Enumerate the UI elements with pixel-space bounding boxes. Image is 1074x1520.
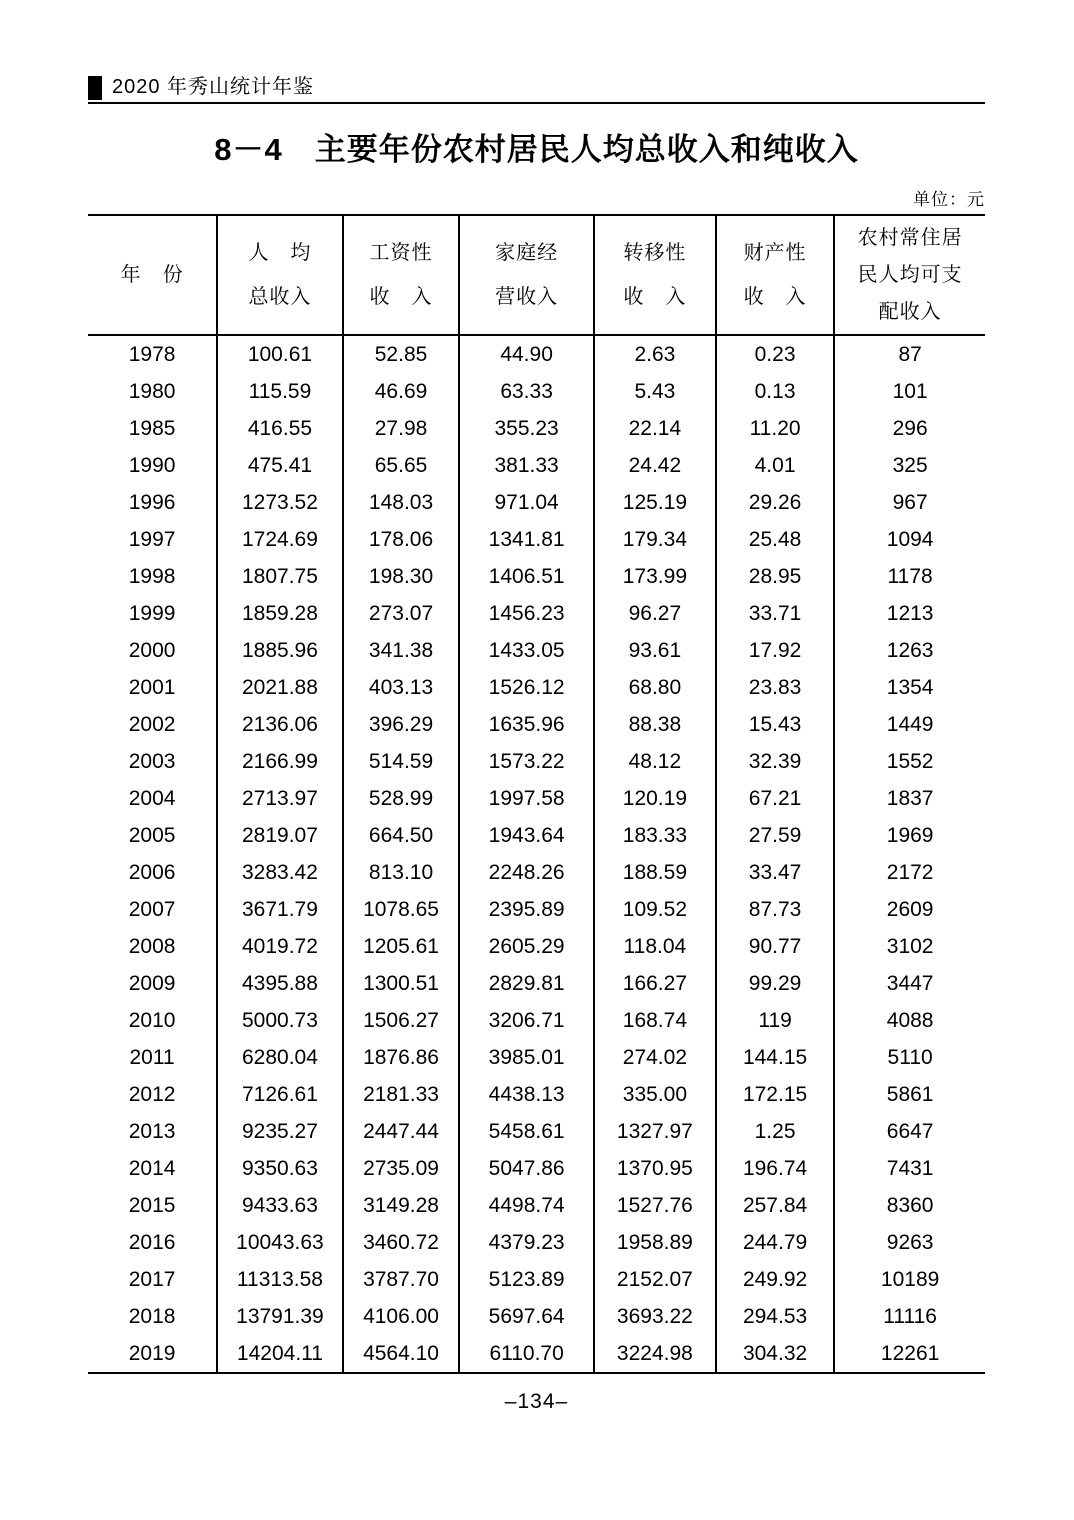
cell-property-income: 67.21 <box>716 780 834 817</box>
table-row <box>88 1039 985 1076</box>
cell-household-operation-income: 5047.86 <box>459 1150 594 1187</box>
cell-rural-disposable-income: 11116 <box>834 1298 985 1335</box>
cell-rural-disposable-income: 1449 <box>834 706 985 743</box>
cell-rural-disposable-income: 8360 <box>834 1187 985 1224</box>
column-header-per-capita-total-income: 人 均 总收入 <box>217 215 343 335</box>
cell-property-income: 87.73 <box>716 891 834 928</box>
cell-household-operation-income: 1573.22 <box>459 743 594 780</box>
cell-year: 2019 <box>128 1342 176 1365</box>
cell-household-operation-income: 4498.74 <box>459 1187 594 1224</box>
cell-wage-income: 4564.10 <box>343 1335 460 1373</box>
table-row <box>88 447 985 484</box>
cell-year: 2008 <box>128 935 176 958</box>
cell-transfer-income: 3224.98 <box>594 1335 716 1373</box>
cell-year: 2010 <box>128 1009 176 1032</box>
cell-per-capita-total-income: 1885.96 <box>217 632 343 669</box>
cell-wage-income: 198.30 <box>343 558 460 595</box>
cell-transfer-income: 68.80 <box>594 669 716 706</box>
cell-wage-income: 52.85 <box>343 335 460 373</box>
cell-wage-income: 514.59 <box>343 743 460 780</box>
cell-transfer-income: 2152.07 <box>594 1261 716 1298</box>
table-row <box>88 1150 985 1187</box>
cell-wage-income: 528.99 <box>343 780 460 817</box>
cell-rural-disposable-income: 1354 <box>834 669 985 706</box>
column-header-property-income: 财产性 收 入 <box>716 215 834 335</box>
cell-household-operation-income: 6110.70 <box>459 1335 594 1373</box>
cell-rural-disposable-income: 7431 <box>834 1150 985 1187</box>
cell-household-operation-income: 381.33 <box>459 447 594 484</box>
table-row <box>88 484 985 521</box>
cell-wage-income: 273.07 <box>343 595 460 632</box>
cell-year: 2004 <box>128 787 176 810</box>
cell-wage-income: 65.65 <box>343 447 460 484</box>
table-row <box>88 854 985 891</box>
cell-per-capita-total-income: 1859.28 <box>217 595 343 632</box>
table-head <box>88 215 985 335</box>
table-row <box>88 521 985 558</box>
cell-household-operation-income: 1635.96 <box>459 706 594 743</box>
cell-wage-income: 2735.09 <box>343 1150 460 1187</box>
table-row <box>88 373 985 410</box>
cell-household-operation-income: 2605.29 <box>459 928 594 965</box>
cell-rural-disposable-income: 1178 <box>834 558 985 595</box>
cell-property-income: 33.47 <box>716 854 834 891</box>
cell-per-capita-total-income: 3283.42 <box>217 854 343 891</box>
cell-per-capita-total-income: 1724.69 <box>217 521 343 558</box>
cell-wage-income: 148.03 <box>343 484 460 521</box>
cell-property-income: 90.77 <box>716 928 834 965</box>
cell-year: 2018 <box>128 1305 176 1328</box>
cell-property-income: 29.26 <box>716 484 834 521</box>
cell-household-operation-income: 1997.58 <box>459 780 594 817</box>
cell-year: 2002 <box>128 713 176 736</box>
table-row <box>88 965 985 1002</box>
cell-year: 1985 <box>128 417 176 440</box>
cell-year: 1996 <box>128 491 176 514</box>
cell-year: 2001 <box>128 676 176 699</box>
column-header-household-operation-income: 家庭经 营收入 <box>459 215 594 335</box>
cell-wage-income: 3149.28 <box>343 1187 460 1224</box>
cell-rural-disposable-income: 325 <box>834 447 985 484</box>
cell-property-income: 1.25 <box>716 1113 834 1150</box>
cell-rural-disposable-income: 5861 <box>834 1076 985 1113</box>
cell-rural-disposable-income: 87 <box>834 335 985 373</box>
cell-property-income: 17.92 <box>716 632 834 669</box>
cell-household-operation-income: 971.04 <box>459 484 594 521</box>
cell-property-income: 33.71 <box>716 595 834 632</box>
cell-property-income: 23.83 <box>716 669 834 706</box>
cell-household-operation-income: 1456.23 <box>459 595 594 632</box>
cell-year: 2014 <box>128 1157 176 1180</box>
cell-year: 2006 <box>128 861 176 884</box>
cell-household-operation-income: 2248.26 <box>459 854 594 891</box>
cell-household-operation-income: 355.23 <box>459 410 594 447</box>
cell-property-income: 27.59 <box>716 817 834 854</box>
cell-wage-income: 2447.44 <box>343 1113 460 1150</box>
cell-household-operation-income: 1943.64 <box>459 817 594 854</box>
column-header-rural-disposable-income: 农村常住居 民人均可支 配收入 <box>834 215 985 335</box>
cell-wage-income: 664.50 <box>343 817 460 854</box>
table-row <box>88 1076 985 1113</box>
cell-wage-income: 1205.61 <box>343 928 460 965</box>
cell-property-income: 0.23 <box>716 335 834 373</box>
cell-year: 1997 <box>128 528 176 551</box>
cell-rural-disposable-income: 1969 <box>834 817 985 854</box>
cell-transfer-income: 2.63 <box>594 335 716 373</box>
cell-wage-income: 1300.51 <box>343 965 460 1002</box>
yearbook-header <box>88 76 985 104</box>
table-row <box>88 1335 985 1373</box>
cell-wage-income: 813.10 <box>343 854 460 891</box>
income-table <box>88 214 985 1374</box>
cell-transfer-income: 166.27 <box>594 965 716 1002</box>
cell-transfer-income: 120.19 <box>594 780 716 817</box>
cell-rural-disposable-income: 2609 <box>834 891 985 928</box>
cell-property-income: 257.84 <box>716 1187 834 1224</box>
cell-transfer-income: 335.00 <box>594 1076 716 1113</box>
table-row <box>88 1298 985 1335</box>
table-row <box>88 891 985 928</box>
cell-per-capita-total-income: 4395.88 <box>217 965 343 1002</box>
yearbook-title: 2020 年秀山统计年鉴 <box>112 76 315 98</box>
cell-household-operation-income: 4379.23 <box>459 1224 594 1261</box>
cell-property-income: 244.79 <box>716 1224 834 1261</box>
cell-per-capita-total-income: 5000.73 <box>217 1002 343 1039</box>
cell-per-capita-total-income: 14204.11 <box>217 1335 343 1373</box>
cell-year: 2009 <box>128 972 176 995</box>
cell-rural-disposable-income: 101 <box>834 373 985 410</box>
cell-rural-disposable-income: 296 <box>834 410 985 447</box>
cell-property-income: 99.29 <box>716 965 834 1002</box>
cell-year: 1998 <box>128 565 176 588</box>
table-row <box>88 1261 985 1298</box>
cell-transfer-income: 24.42 <box>594 447 716 484</box>
table-row <box>88 706 985 743</box>
cell-wage-income: 178.06 <box>343 521 460 558</box>
cell-property-income: 196.74 <box>716 1150 834 1187</box>
cell-year: 2017 <box>128 1268 176 1291</box>
cell-year: 2011 <box>129 1046 175 1069</box>
cell-per-capita-total-income: 100.61 <box>217 335 343 373</box>
cell-household-operation-income: 1406.51 <box>459 558 594 595</box>
cell-wage-income: 3787.70 <box>343 1261 460 1298</box>
cell-household-operation-income: 3985.01 <box>459 1039 594 1076</box>
cell-per-capita-total-income: 11313.58 <box>217 1261 343 1298</box>
cell-rural-disposable-income: 967 <box>834 484 985 521</box>
cell-rural-disposable-income: 1094 <box>834 521 985 558</box>
cell-property-income: 11.20 <box>716 410 834 447</box>
cell-year: 1978 <box>128 343 176 366</box>
table-row <box>88 1187 985 1224</box>
cell-transfer-income: 118.04 <box>594 928 716 965</box>
cell-year: 1999 <box>128 602 176 625</box>
cell-transfer-income: 168.74 <box>594 1002 716 1039</box>
cell-wage-income: 27.98 <box>343 410 460 447</box>
cell-wage-income: 1078.65 <box>343 891 460 928</box>
cell-per-capita-total-income: 2136.06 <box>217 706 343 743</box>
cell-per-capita-total-income: 4019.72 <box>217 928 343 965</box>
cell-per-capita-total-income: 2819.07 <box>217 817 343 854</box>
cell-household-operation-income: 1341.81 <box>459 521 594 558</box>
cell-household-operation-income: 5458.61 <box>459 1113 594 1150</box>
cell-per-capita-total-income: 13791.39 <box>217 1298 343 1335</box>
cell-year: 2007 <box>128 898 176 921</box>
cell-transfer-income: 274.02 <box>594 1039 716 1076</box>
cell-transfer-income: 1327.97 <box>594 1113 716 1150</box>
cell-property-income: 294.53 <box>716 1298 834 1335</box>
cell-household-operation-income: 2829.81 <box>459 965 594 1002</box>
cell-property-income: 249.92 <box>716 1261 834 1298</box>
cell-per-capita-total-income: 9235.27 <box>217 1113 343 1150</box>
cell-rural-disposable-income: 1837 <box>834 780 985 817</box>
cell-year: 2012 <box>128 1083 176 1106</box>
cell-per-capita-total-income: 1273.52 <box>217 484 343 521</box>
cell-per-capita-total-income: 115.59 <box>217 373 343 410</box>
table-row <box>88 669 985 706</box>
cell-per-capita-total-income: 416.55 <box>217 410 343 447</box>
cell-transfer-income: 1527.76 <box>594 1187 716 1224</box>
cell-transfer-income: 125.19 <box>594 484 716 521</box>
cell-wage-income: 1876.86 <box>343 1039 460 1076</box>
cell-rural-disposable-income: 1213 <box>834 595 985 632</box>
cell-transfer-income: 22.14 <box>594 410 716 447</box>
cell-transfer-income: 188.59 <box>594 854 716 891</box>
table-row <box>88 595 985 632</box>
cell-property-income: 15.43 <box>716 706 834 743</box>
table-row <box>88 1224 985 1261</box>
cell-per-capita-total-income: 2713.97 <box>217 780 343 817</box>
cell-property-income: 25.48 <box>716 521 834 558</box>
cell-wage-income: 4106.00 <box>343 1298 460 1335</box>
cell-rural-disposable-income: 4088 <box>834 1002 985 1039</box>
cell-household-operation-income: 1433.05 <box>459 632 594 669</box>
cell-rural-disposable-income: 9263 <box>834 1224 985 1261</box>
cell-transfer-income: 179.34 <box>594 521 716 558</box>
cell-property-income: 304.32 <box>716 1335 834 1373</box>
cell-transfer-income: 88.38 <box>594 706 716 743</box>
table-row <box>88 780 985 817</box>
cell-rural-disposable-income: 1552 <box>834 743 985 780</box>
cell-transfer-income: 1370.95 <box>594 1150 716 1187</box>
cell-per-capita-total-income: 9350.63 <box>217 1150 343 1187</box>
column-header-wage-income: 工资性 收 入 <box>343 215 460 335</box>
cell-year: 2016 <box>128 1231 176 1254</box>
cell-rural-disposable-income: 2172 <box>834 854 985 891</box>
cell-property-income: 28.95 <box>716 558 834 595</box>
cell-wage-income: 403.13 <box>343 669 460 706</box>
cell-year: 2005 <box>128 824 176 847</box>
cell-household-operation-income: 63.33 <box>459 373 594 410</box>
cell-per-capita-total-income: 2021.88 <box>217 669 343 706</box>
cell-year: 2000 <box>128 639 176 662</box>
cell-wage-income: 2181.33 <box>343 1076 460 1113</box>
cell-wage-income: 3460.72 <box>343 1224 460 1261</box>
cell-transfer-income: 173.99 <box>594 558 716 595</box>
table-row <box>88 410 985 447</box>
cell-per-capita-total-income: 3671.79 <box>217 891 343 928</box>
cell-per-capita-total-income: 475.41 <box>217 447 343 484</box>
cell-transfer-income: 96.27 <box>594 595 716 632</box>
cell-household-operation-income: 3206.71 <box>459 1002 594 1039</box>
table-row <box>88 558 985 595</box>
cell-property-income: 144.15 <box>716 1039 834 1076</box>
cell-household-operation-income: 4438.13 <box>459 1076 594 1113</box>
table-row <box>88 928 985 965</box>
column-header-year: 年 份 <box>88 215 217 335</box>
column-header-transfer-income: 转移性 收 入 <box>594 215 716 335</box>
cell-rural-disposable-income: 3447 <box>834 965 985 1002</box>
cell-per-capita-total-income: 9433.63 <box>217 1187 343 1224</box>
cell-year: 1980 <box>128 380 176 403</box>
cell-rural-disposable-income: 1263 <box>834 632 985 669</box>
cell-rural-disposable-income: 12261 <box>834 1335 985 1373</box>
table-body <box>88 335 985 1373</box>
cell-household-operation-income: 44.90 <box>459 335 594 373</box>
cell-property-income: 0.13 <box>716 373 834 410</box>
section-marker-icon <box>88 76 102 100</box>
cell-rural-disposable-income: 6647 <box>834 1113 985 1150</box>
cell-household-operation-income: 5123.89 <box>459 1261 594 1298</box>
page-number: –134– <box>504 1390 569 1413</box>
table-row <box>88 1113 985 1150</box>
cell-household-operation-income: 5697.64 <box>459 1298 594 1335</box>
table-row <box>88 335 985 373</box>
table-header-row <box>88 215 985 335</box>
cell-per-capita-total-income: 6280.04 <box>217 1039 343 1076</box>
cell-transfer-income: 183.33 <box>594 817 716 854</box>
table-row <box>88 632 985 669</box>
page-title: 8－4 主要年份农村居民人均总收入和纯收入 <box>214 132 859 167</box>
cell-rural-disposable-income: 10189 <box>834 1261 985 1298</box>
cell-per-capita-total-income: 7126.61 <box>217 1076 343 1113</box>
cell-property-income: 119 <box>716 1002 834 1039</box>
cell-year: 1990 <box>128 454 176 477</box>
cell-transfer-income: 1958.89 <box>594 1224 716 1261</box>
cell-wage-income: 1506.27 <box>343 1002 460 1039</box>
cell-property-income: 172.15 <box>716 1076 834 1113</box>
table-row <box>88 743 985 780</box>
unit-note: 单位：元 <box>913 190 985 209</box>
cell-household-operation-income: 2395.89 <box>459 891 594 928</box>
cell-property-income: 4.01 <box>716 447 834 484</box>
cell-per-capita-total-income: 2166.99 <box>217 743 343 780</box>
cell-year: 2003 <box>128 750 176 773</box>
cell-household-operation-income: 1526.12 <box>459 669 594 706</box>
cell-per-capita-total-income: 10043.63 <box>217 1224 343 1261</box>
table-row <box>88 817 985 854</box>
cell-transfer-income: 5.43 <box>594 373 716 410</box>
cell-year: 2015 <box>128 1194 176 1217</box>
cell-transfer-income: 93.61 <box>594 632 716 669</box>
cell-transfer-income: 3693.22 <box>594 1298 716 1335</box>
cell-transfer-income: 48.12 <box>594 743 716 780</box>
cell-rural-disposable-income: 5110 <box>834 1039 985 1076</box>
cell-transfer-income: 109.52 <box>594 891 716 928</box>
cell-wage-income: 46.69 <box>343 373 460 410</box>
cell-wage-income: 341.38 <box>343 632 460 669</box>
cell-per-capita-total-income: 1807.75 <box>217 558 343 595</box>
cell-year: 2013 <box>128 1120 176 1143</box>
cell-rural-disposable-income: 3102 <box>834 928 985 965</box>
table-row <box>88 1002 985 1039</box>
cell-wage-income: 396.29 <box>343 706 460 743</box>
cell-property-income: 32.39 <box>716 743 834 780</box>
